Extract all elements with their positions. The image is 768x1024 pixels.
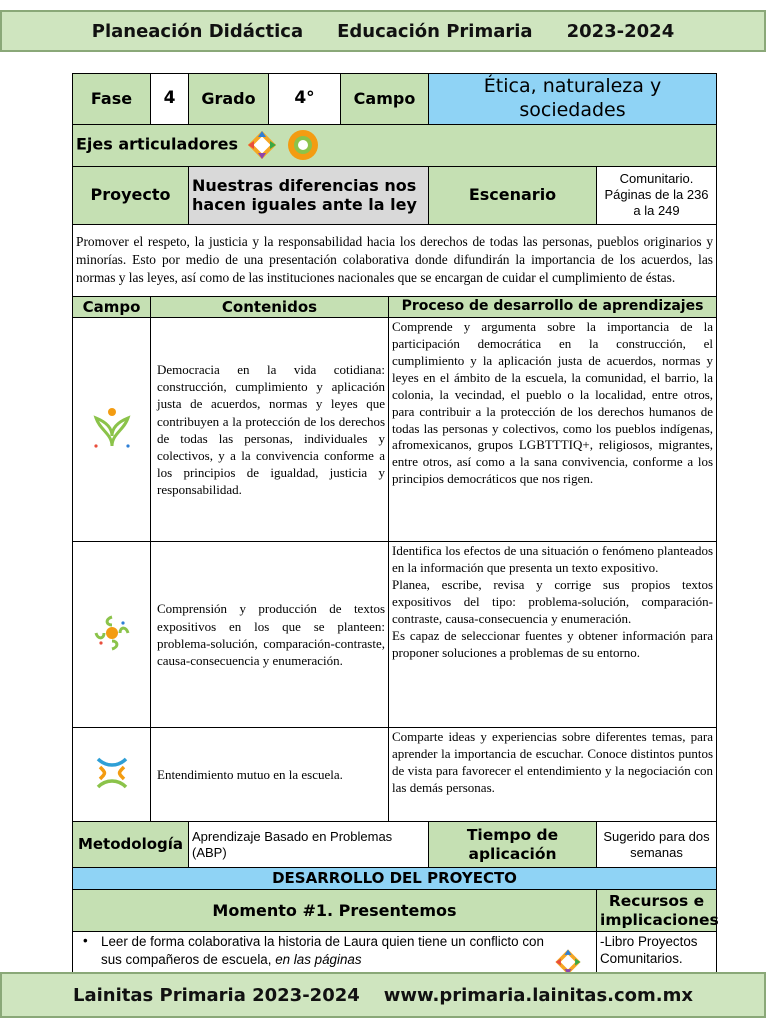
- campo-value: Ética, naturaleza y sociedades: [429, 74, 717, 125]
- activity-italic: en las páginas: [275, 951, 362, 967]
- col-campo: Campo: [73, 296, 151, 318]
- row-1-contenido: Democracia en la vida cotidiana: construcción, cumplimiento y aplicación justa de acuerdos, normas y leyes que contribuyen a la protección de los derechos de todas las personas, individuales y colectivos, y a la convivencia conforme a los principios de igualdad, justicia y responsabilidad.: [151, 318, 389, 542]
- footer-left: Lainitas Primaria 2023-2024: [73, 984, 360, 1006]
- tiempo-value: Sugerido para dos semanas: [597, 822, 717, 868]
- grado-label: Grado: [189, 74, 269, 125]
- planning-table: [72, 73, 717, 984]
- swirl-icon: [92, 613, 132, 653]
- metodologia-label: Metodología: [73, 822, 189, 868]
- row-3-proceso: Comparte ideas y experiencias sobre diferentes temas, para aprender la importancia de escuchar. Conoce distintos puntos de vista para favorecer el entendimiento y la negociación con las demás personas.: [389, 728, 717, 822]
- header-left: Planeación Didáctica: [91, 20, 304, 42]
- row-1-icon-cell: [73, 318, 151, 542]
- campo-label: Campo: [341, 74, 429, 125]
- desarrollo-title: DESARROLLO DEL PROYECTO: [73, 868, 717, 890]
- proyecto-value: Nuestras diferencias nos hacen iguales ante la ley: [189, 166, 429, 224]
- escenario-value: Comunitario. Páginas de la 236 a la 249: [597, 166, 717, 224]
- row-3-icon-cell: [73, 728, 151, 822]
- row-2-icon-cell: [73, 542, 151, 728]
- orange-circle-icon: [285, 127, 321, 163]
- row-2-proceso: Identifica los efectos de una situación o fenómeno planteados en la información que presenta un texto expositivo. Planea, escribe, revisa y corrige sus propios textos expositivos del tipo: problema-solución, comparación-contraste, causa-consecuencia y enumeración. Es capaz de seleccionar fuentes y obtener información para proponer soluciones a problemas de su entorno.: [389, 542, 717, 728]
- fase-value: 4: [151, 74, 189, 125]
- fase-label: Fase: [73, 74, 151, 125]
- figure-icon: [92, 406, 132, 450]
- metodologia-value: Aprendizaje Basado en Problemas (ABP): [189, 822, 429, 868]
- project-description: Promover el respeto, la justicia y la responsabilidad hacia los derechos de todas las personas, pueblos originarios y minorías. Esto por medio de una presentación colaborativa donde difundirán la importancia de los acuerdos, las normas y las leyes, así como de las instituciones nacionales que se encargan de cuidar el cumplimiento de éstas.: [73, 224, 717, 296]
- footer-banner: [0, 972, 766, 1018]
- activity-text: Leer de forma colaborativa la historia de Laura quien tiene un conflicto con sus compañeros de escuela,: [101, 934, 544, 967]
- momento-label: Momento #1. Presentemos: [73, 890, 597, 932]
- people-ring-icon: [92, 753, 132, 793]
- header-banner: [0, 10, 766, 52]
- header-right: 2023-2024: [566, 20, 675, 42]
- footer-right: www.primaria.lainitas.com.mx: [383, 984, 693, 1006]
- recursos-label: Recursos e implicaciones: [597, 890, 717, 932]
- escenario-label: Escenario: [429, 166, 597, 224]
- proyecto-label: Proyecto: [73, 166, 189, 224]
- col-proceso: Proceso de desarrollo de aprendizajes: [389, 296, 717, 318]
- activity-cell: • Leer de forma colaborativa la historia de Laura quien tiene un conflicto con sus compañeros de escuela, en las páginas: [73, 932, 597, 984]
- col-contenidos: Contenidos: [151, 296, 389, 318]
- ejes-cell: [73, 124, 717, 166]
- ejes-label: Ejes articuladores: [76, 134, 239, 154]
- row-2-contenido: Comprensión y producción de textos expositivos en los que se planteen: problema-solución, comparación-contraste, causa-consecuencia y enumeración.: [151, 542, 389, 728]
- header-middle: Educación Primaria: [337, 20, 533, 42]
- tiempo-label: Tiempo de aplicación: [429, 822, 597, 868]
- diamond-arrows-icon: [244, 127, 280, 163]
- grado-value: 4°: [269, 74, 341, 125]
- activity-resource: -Libro Proyectos Comunitarios.: [597, 932, 717, 984]
- row-3-contenido: Entendimiento mutuo en la escuela.: [151, 728, 389, 822]
- row-1-proceso: Comprende y argumenta sobre la importancia de la participación democrática en la construcción, el cumplimiento y la aplicación justa de acuerdos, normas y leyes en el ámbito de la escuela, la comunidad, el barrio, la colonia, la vecindad, el pueblo o la localidad, entre otros, para contribuir a la protección de los derechos humanos de todas las personas y colectivos, como los pueblos indígenas, afromexicanos, grupos LGBTTTIQ+, religiosos, migrantes, entre otros, así como a la sana convivencia, conforme a los principios democráticos que nos rigen.: [389, 318, 717, 542]
